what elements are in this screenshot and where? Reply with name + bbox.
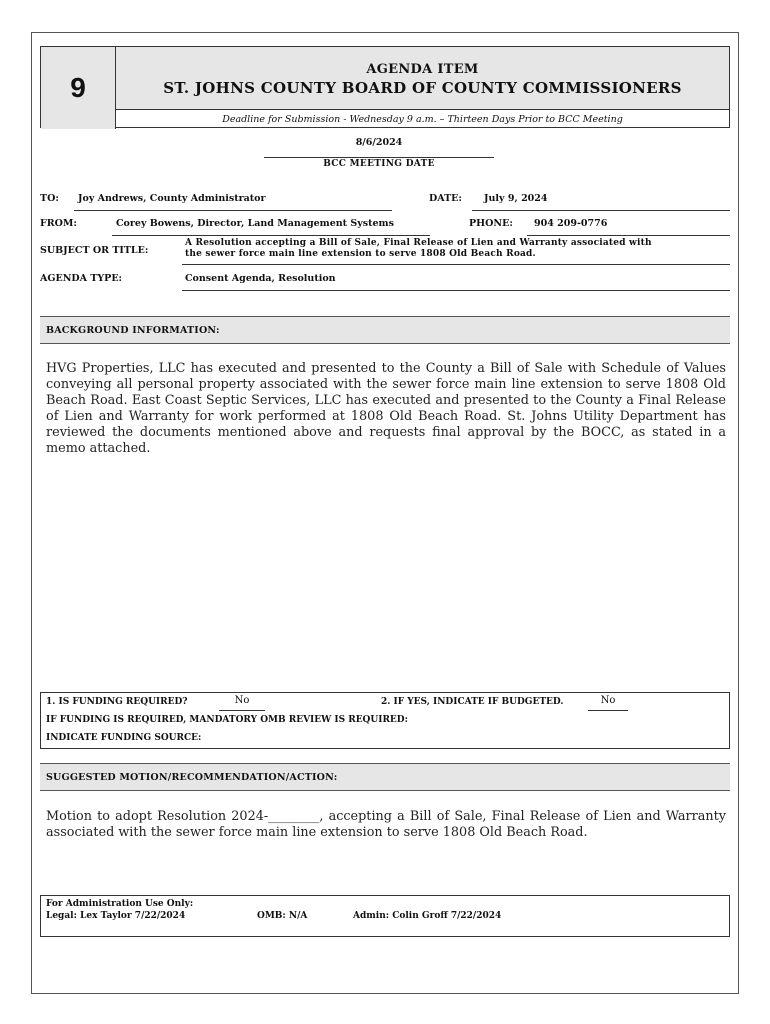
funding-required-underline <box>219 710 265 711</box>
motion-text: Motion to adopt Resolution 2024-________, accepting a Bill of Sale, Final Release of Lien and Warranty associated with the sewer force main line extension to serve 1808 Old Beach Road. <box>46 809 726 840</box>
subject-line1: A Resolution accepting a Bill of Sale, Final Release of Lien and Warranty associated with <box>185 238 652 248</box>
to-label: TO: <box>40 193 59 204</box>
phone-value: 904 209-0776 <box>534 218 608 229</box>
agenda-item-page <box>31 32 739 994</box>
funding-required-value: No <box>234 695 250 706</box>
subject-line2: the sewer force main line extension to serve 1808 Old Beach Road. <box>185 249 536 259</box>
phone-underline <box>527 235 730 236</box>
from-value: Corey Bowens, Director, Land Management Systems <box>116 218 394 229</box>
subject-value <box>185 238 652 260</box>
agenda-type-underline <box>182 290 730 291</box>
agenda-type-value: Consent Agenda, Resolution <box>185 273 336 284</box>
date-value: July 9, 2024 <box>484 193 548 204</box>
to-value: Joy Andrews, County Administrator <box>78 193 266 204</box>
budgeted-value: No <box>600 695 616 706</box>
agenda-item-number: 9 <box>41 47 116 129</box>
phone-label: PHONE: <box>469 218 513 229</box>
budgeted-underline <box>588 710 628 711</box>
agenda-header <box>40 46 730 128</box>
agenda-title-line1: AGENDA ITEM <box>366 62 479 77</box>
bcc-meeting-date-label: BCC MEETING DATE <box>323 159 435 169</box>
subject-label: SUBJECT OR TITLE: <box>40 245 149 256</box>
administration-box <box>40 895 730 937</box>
from-underline <box>112 235 430 236</box>
admin-signoff: Admin: Colin Groff 7/22/2024 <box>353 911 502 921</box>
agenda-title-line2: ST. JOHNS COUNTY BOARD OF COUNTY COMMISSIONERS <box>163 79 682 97</box>
funding-required-label: 1. IS FUNDING REQUIRED? <box>46 697 188 707</box>
funding-box <box>40 692 730 749</box>
agenda-title <box>116 47 729 110</box>
to-underline <box>74 210 392 211</box>
motion-heading: SUGGESTED MOTION/RECOMMENDATION/ACTION: <box>40 763 730 791</box>
date-underline <box>472 210 730 211</box>
omb-signoff: OMB: N/A <box>257 911 308 921</box>
background-heading: BACKGROUND INFORMATION: <box>40 316 730 344</box>
legal-signoff: Legal: Lex Taylor 7/22/2024 <box>46 911 186 921</box>
date-label: DATE: <box>429 193 462 204</box>
omb-review-label: IF FUNDING IS REQUIRED, MANDATORY OMB REVIEW IS REQUIRED: <box>46 715 408 725</box>
submission-deadline: Deadline for Submission - Wednesday 9 a.m. – Thirteen Days Prior to BCC Meeting <box>222 114 623 125</box>
budgeted-label: 2. IF YES, INDICATE IF BUDGETED. <box>381 697 564 707</box>
subject-underline <box>182 264 730 265</box>
bcc-meeting-date-value: 8/6/2024 <box>355 137 403 148</box>
admin-use-heading: For Administration Use Only: <box>46 899 194 909</box>
agenda-type-label: AGENDA TYPE: <box>40 273 123 284</box>
meeting-date-underline <box>264 157 494 158</box>
from-label: FROM: <box>40 218 77 229</box>
background-text: HVG Properties, LLC has executed and presented to the County a Bill of Sale with Schedule of Values conveying all personal property associated with the sewer force main line extension to serve 1808 Old Beach Road. East Coast Septic Services, LLC has executed and presented to the County a Final Release of Lien and Warranty for work performed at 1808 Old Beach Road. St. Johns Utility Department has reviewed the documents mentioned above and requests final approval by the BOCC, as stated in a memo attached. <box>46 361 726 456</box>
funding-source-label: INDICATE FUNDING SOURCE: <box>46 733 202 743</box>
